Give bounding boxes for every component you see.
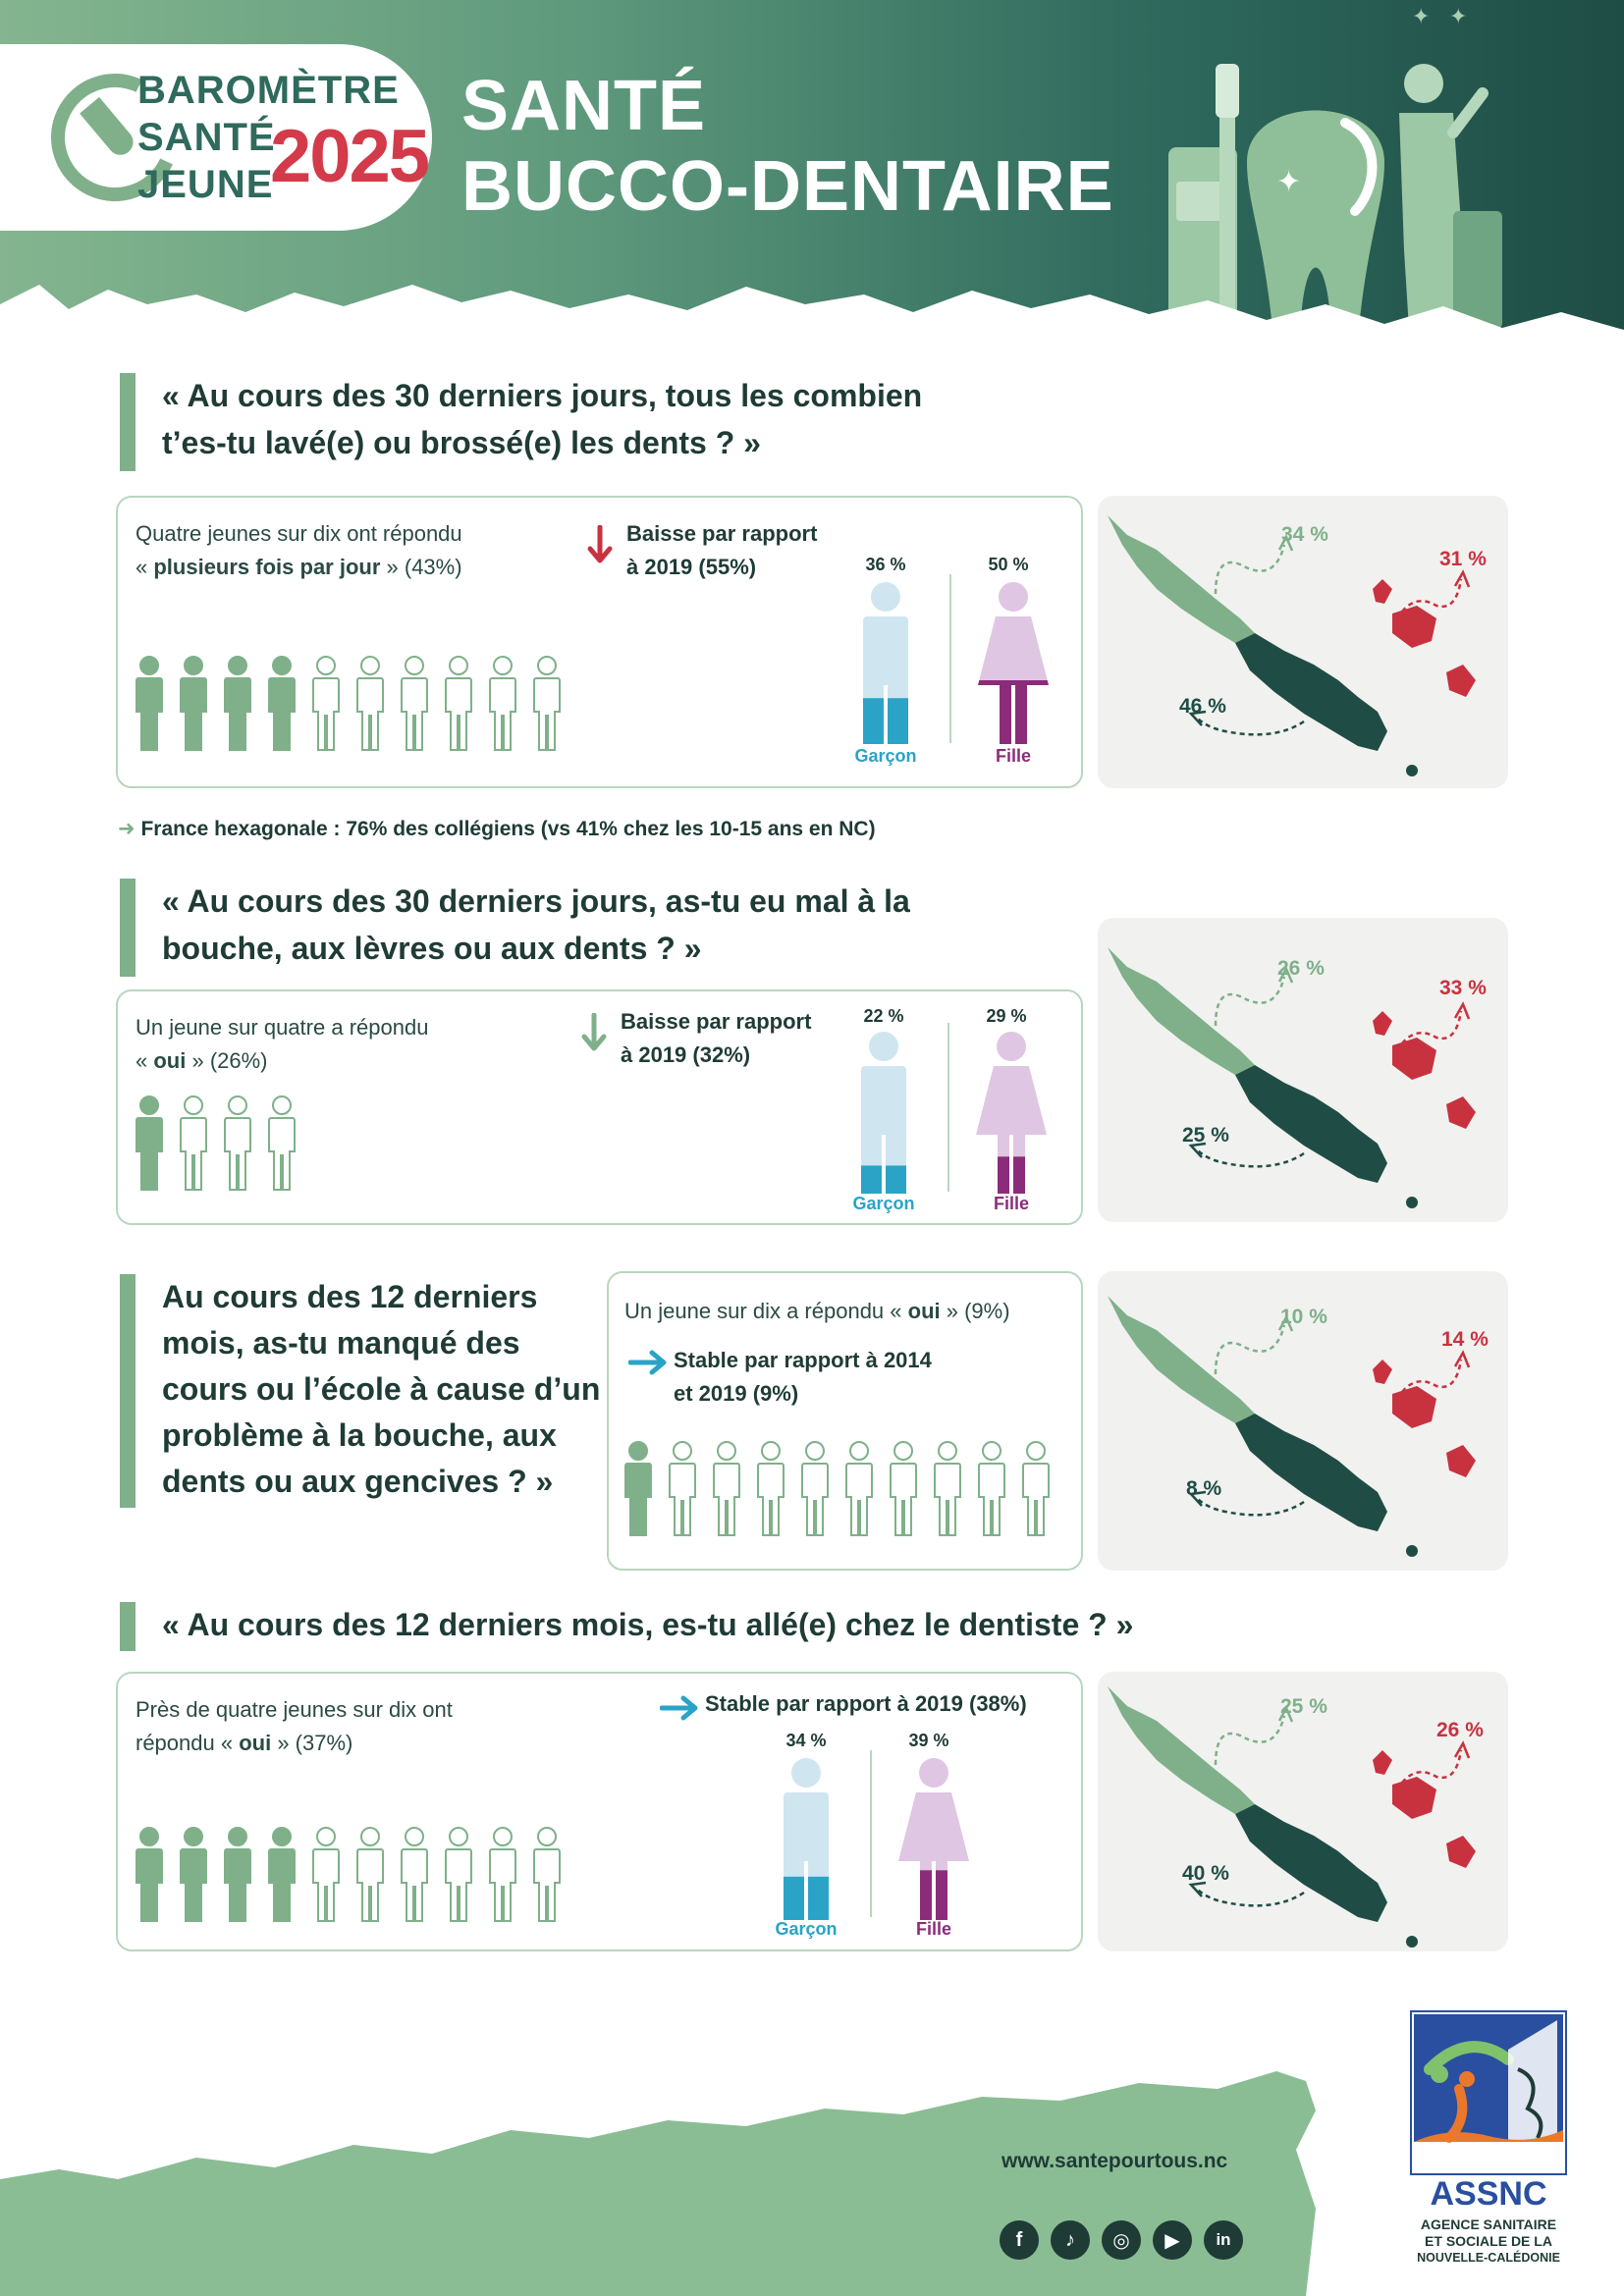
- section-4-girl-pct: 39 %: [908, 1731, 949, 1750]
- section-2-map-card: [1098, 918, 1508, 1222]
- north-province-shape: [1108, 947, 1255, 1075]
- gender-separator: [949, 574, 951, 743]
- south-province-shape: [1235, 1804, 1387, 1922]
- section-1-accent-bar: [120, 373, 135, 471]
- section-1-people-icons: [135, 655, 577, 753]
- trend-right-icon: [628, 1350, 668, 1375]
- boy-figure-icon: [856, 581, 915, 748]
- map-islands-pct: 33 %: [1439, 977, 1487, 999]
- islands-arrow: [1402, 1750, 1461, 1783]
- section-1-girl-pct: 50 %: [988, 555, 1029, 574]
- section-4-people-icons: [135, 1826, 577, 1924]
- person-outline-icon: [533, 1826, 561, 1924]
- map-south-pct: 8 %: [1186, 1477, 1222, 1500]
- person-outline-icon: [356, 1826, 384, 1924]
- map-south-pct: 46 %: [1179, 695, 1226, 718]
- assnc-subtitle-3: NOUVELLE-CALÉDONIE: [1417, 2251, 1560, 2265]
- south-province-shape: [1235, 1414, 1387, 1531]
- section-4-map-card: [1098, 1672, 1508, 1951]
- north-province-shape: [1108, 1296, 1255, 1423]
- girl-figure-icon: [894, 1757, 973, 1924]
- boy-figure-icon: [854, 1031, 913, 1198]
- arrow-right-icon: ➜: [118, 818, 141, 840]
- section-4-stats-card: [116, 1672, 1083, 1951]
- header-torn-edge: [0, 265, 1624, 334]
- person-outline-icon: [669, 1440, 696, 1538]
- section-2-trend-line-1: Baisse par rapport: [621, 1009, 812, 1034]
- person-outline-icon: [757, 1440, 785, 1538]
- section-2-boy-label: Garçon: [852, 1194, 915, 1213]
- islands-arrow: [1402, 1011, 1461, 1043]
- section-4-girl-label: Fille: [915, 1919, 951, 1939]
- france-note: [118, 817, 876, 841]
- logo-line-2: SANTÉ: [137, 116, 276, 159]
- south-arrow: [1196, 1148, 1304, 1166]
- youtube-icon[interactable]: ▶: [1153, 2220, 1192, 2260]
- france-note-text: France hexagonale : 76% des collégiens (vs 41% chez les 10-15 ans en NC): [140, 818, 876, 840]
- tiktok-icon[interactable]: ♪: [1051, 2220, 1090, 2260]
- section-1-map-card: [1098, 496, 1508, 788]
- person-outline-icon: [1022, 1440, 1050, 1538]
- section-1-girl-label: Fille: [995, 746, 1031, 766]
- page-title-line-2: BUCCO-DENTAIRE: [461, 147, 1114, 226]
- trend-down-icon: [581, 1013, 607, 1052]
- trend-down-icon: [587, 525, 613, 564]
- section-2-trend-line-2: à 2019 (32%): [621, 1042, 751, 1067]
- section-1-trend-line-2: à 2019 (55%): [626, 555, 757, 579]
- section-1-question-line-2: t’es-tu lavé(e) ou brossé(e) les dents ? »: [162, 425, 761, 460]
- map-south-pct: 40 %: [1182, 1862, 1229, 1885]
- sparkle-icon: ✦: [1412, 4, 1431, 28]
- trend-right-icon: [660, 1695, 699, 1721]
- north-arrow: [1216, 1325, 1284, 1374]
- south-arrow: [1196, 1888, 1304, 1905]
- person-outline-icon: [801, 1440, 829, 1538]
- linkedin-icon[interactable]: in: [1204, 2220, 1243, 2260]
- island-dot: [1406, 765, 1418, 776]
- section-2-girl-label: Fille: [993, 1194, 1029, 1213]
- map-north-pct: 25 %: [1280, 1695, 1327, 1718]
- map-north-pct: 34 %: [1281, 523, 1328, 546]
- svg-text:✦: ✦: [1276, 166, 1302, 198]
- north-arrow: [1216, 977, 1284, 1026]
- section-2-people-icons: [135, 1095, 312, 1193]
- person-outline-icon: [180, 1095, 207, 1193]
- north-province-shape: [1108, 1686, 1255, 1814]
- section-3-stats-card: [607, 1271, 1083, 1571]
- gender-separator: [947, 1023, 949, 1192]
- person-outline-icon: [356, 655, 384, 753]
- person-filled-icon: [624, 1440, 652, 1538]
- person-filled-icon: [135, 1095, 163, 1193]
- person-filled-icon: [180, 655, 207, 753]
- page-title-line-1: SANTÉ: [461, 67, 707, 145]
- logo-line-1: BAROMÈTRE: [137, 69, 400, 112]
- person-outline-icon: [713, 1440, 740, 1538]
- section-1-trend-line-1: Baisse par rapport: [626, 521, 818, 546]
- section-2-stats-card: [116, 989, 1083, 1225]
- section-3-people-icons: [624, 1440, 1066, 1538]
- section-3-question-line-4: problème à la bouche, aux: [162, 1417, 557, 1453]
- person-filled-icon: [135, 1826, 163, 1924]
- person-outline-icon: [268, 1095, 296, 1193]
- section-3-trend-line-1: Stable par rapport à 2014: [674, 1348, 932, 1372]
- facebook-icon[interactable]: f: [1000, 2220, 1039, 2260]
- islands-province-shape: [1373, 579, 1476, 697]
- girl-figure-icon: [972, 1031, 1051, 1198]
- section-4-trend-line-1: Stable par rapport à 2019 (38%): [705, 1691, 1027, 1716]
- south-province-shape: [1235, 633, 1387, 751]
- person-outline-icon: [890, 1440, 917, 1538]
- footer-wave: [0, 2032, 1624, 2296]
- section-4-lead-line-2: répondu « oui » (37%): [135, 1731, 353, 1755]
- section-3-question-line-1: Au cours des 12 derniers: [162, 1279, 538, 1314]
- section-1-question-line-1: « Au cours des 30 derniers jours, tous les combien: [162, 378, 923, 413]
- person-filled-icon: [224, 655, 251, 753]
- section-2-accent-bar: [120, 879, 135, 977]
- islands-arrow: [1402, 579, 1461, 612]
- island-dot: [1406, 1545, 1418, 1557]
- website-link[interactable]: www.santepourtous.nc: [1001, 2150, 1228, 2172]
- section-2-boy-pct: 22 %: [863, 1006, 904, 1026]
- person-outline-icon: [533, 655, 561, 753]
- section-3-question-line-3: cours ou l’école à cause d’un: [162, 1371, 601, 1407]
- sparkle-icon: ✦: [1449, 4, 1468, 28]
- assnc-emblem-icon: [1410, 2010, 1567, 2175]
- person-outline-icon: [978, 1440, 1005, 1538]
- person-outline-icon: [401, 1826, 428, 1924]
- map-north-pct: 10 %: [1280, 1306, 1327, 1328]
- instagram-icon[interactable]: ◎: [1102, 2220, 1141, 2260]
- person-outline-icon: [445, 1826, 472, 1924]
- map-islands-pct: 31 %: [1439, 548, 1487, 570]
- south-province-shape: [1235, 1065, 1387, 1183]
- islands-arrow: [1402, 1360, 1461, 1392]
- section-2-girl-pct: 29 %: [986, 1006, 1027, 1026]
- girl-figure-icon: [974, 581, 1053, 748]
- island-dot: [1406, 1936, 1418, 1948]
- section-3-question-line-2: mois, as-tu manqué des: [162, 1325, 520, 1361]
- boy-figure-icon: [777, 1757, 836, 1924]
- person-filled-icon: [268, 1826, 296, 1924]
- header-banner: [0, 0, 1624, 334]
- section-4-lead-line-1: Près de quatre jeunes sur dix ont: [135, 1697, 453, 1722]
- gender-separator: [870, 1750, 872, 1917]
- person-filled-icon: [135, 655, 163, 753]
- south-arrow: [1196, 717, 1304, 734]
- section-2-question-line-2: bouche, aux lèvres ou aux dents ? »: [162, 931, 702, 966]
- section-3-lead-line-1: Un jeune sur dix a répondu « oui » (9%): [624, 1299, 1010, 1323]
- person-outline-icon: [312, 655, 340, 753]
- person-filled-icon: [224, 1826, 251, 1924]
- person-outline-icon: [845, 1440, 873, 1538]
- section-4-boy-label: Garçon: [775, 1919, 838, 1939]
- islands-province-shape: [1373, 1011, 1476, 1129]
- map-islands-pct: 14 %: [1441, 1328, 1489, 1351]
- section-2-question-line-1: « Au cours des 30 derniers jours, as-tu eu mal à la: [162, 883, 910, 919]
- islands-province-shape: [1373, 1750, 1476, 1868]
- person-filled-icon: [268, 655, 296, 753]
- section-4-accent-bar: [120, 1602, 135, 1651]
- person-outline-icon: [224, 1095, 251, 1193]
- section-3-question-line-5: dents ou aux gencives ? »: [162, 1464, 554, 1499]
- section-4-question-line-1: « Au cours des 12 derniers mois, es-tu allé(e) chez le dentiste ? »: [162, 1607, 1134, 1642]
- logo-line-3: JEUNE: [137, 163, 274, 206]
- person-outline-icon: [401, 655, 428, 753]
- person-filled-icon: [180, 1826, 207, 1924]
- islands-province-shape: [1373, 1360, 1476, 1477]
- section-3-map-card: [1098, 1271, 1508, 1571]
- assnc-wordmark: ASSNC: [1430, 2175, 1547, 2213]
- assnc-subtitle-2: ET SOCIALE DE LA: [1425, 2233, 1552, 2249]
- section-3-trend-line-2: et 2019 (9%): [674, 1381, 799, 1406]
- section-3-accent-bar: [120, 1274, 135, 1508]
- assnc-subtitle-1: AGENCE SANITAIRE: [1420, 2216, 1557, 2232]
- north-province-shape: [1108, 515, 1255, 643]
- map-islands-pct: 26 %: [1436, 1719, 1484, 1741]
- logo-year: 2025: [270, 115, 429, 198]
- map-south-pct: 25 %: [1182, 1124, 1229, 1147]
- north-arrow: [1216, 545, 1284, 594]
- map-north-pct: 26 %: [1277, 957, 1325, 980]
- person-outline-icon: [934, 1440, 961, 1538]
- section-1-lead-line-2: « plusieurs fois par jour » (43%): [135, 555, 462, 579]
- assnc-logo: [1410, 2010, 1567, 2275]
- section-1-stats-card: [116, 496, 1083, 788]
- person-outline-icon: [489, 1826, 516, 1924]
- north-arrow: [1216, 1716, 1284, 1765]
- section-1-boy-pct: 36 %: [865, 555, 906, 574]
- section-2-lead-line-2: « oui » (26%): [135, 1048, 268, 1073]
- island-dot: [1406, 1197, 1418, 1208]
- section-2-lead-line-1: Un jeune sur quatre a répondu: [135, 1015, 429, 1040]
- section-1-lead-line-1: Quatre jeunes sur dix ont répondu: [135, 521, 462, 546]
- section-1-boy-label: Garçon: [854, 746, 917, 766]
- section-4-boy-pct: 34 %: [785, 1731, 827, 1750]
- person-outline-icon: [312, 1826, 340, 1924]
- person-outline-icon: [489, 655, 516, 753]
- person-outline-icon: [445, 655, 472, 753]
